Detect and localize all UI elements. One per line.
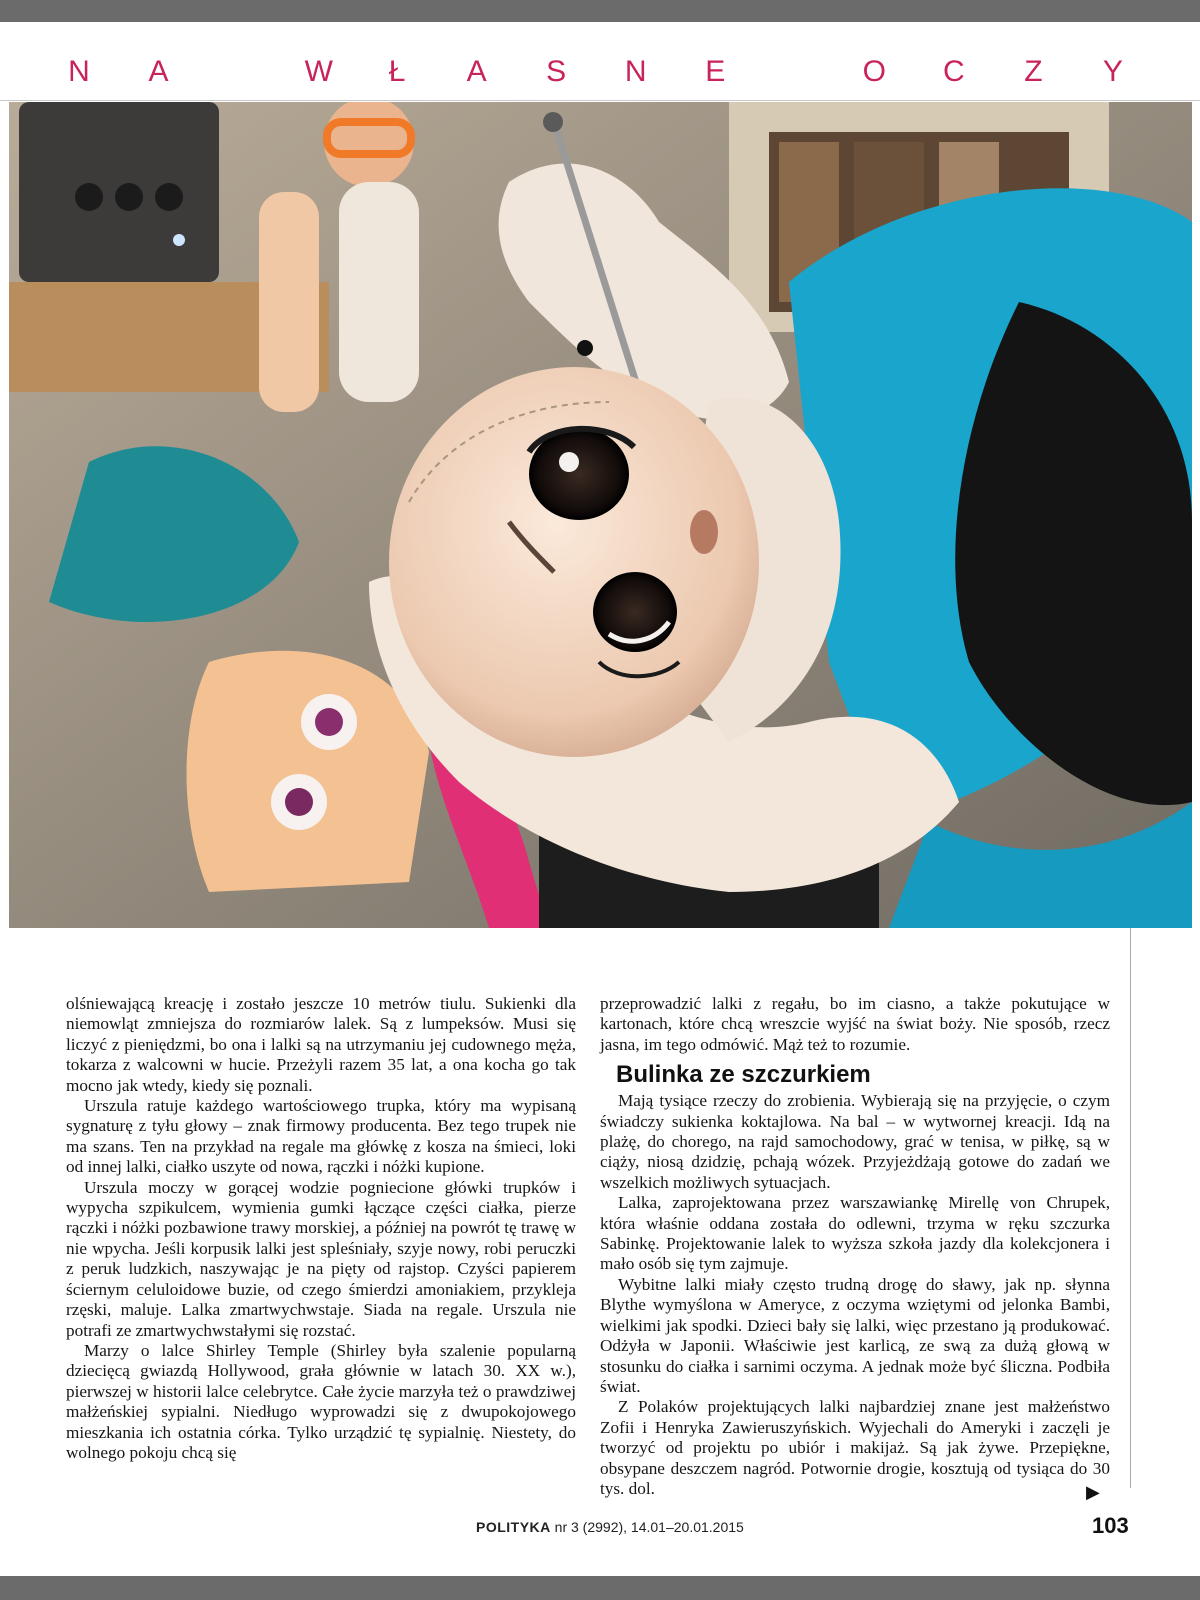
section-letter: N <box>68 55 90 88</box>
article-paragraph: Urszula moczy w gorącej wodzie pogniecione główki trupków i wypycha szpikulcem, wymienia gumki łączące części ciałka, pierze rączki i nóżki pozbawione trawy morskiej, a później na powrót tę trawę w nie wpycha. Jeśli korpusik lalki jest spleśniały, szyje nowy, robi peruczki z peruk ludzkich, naszywając je na pięty od rajstop. Czyści papierem ściernym celuloidowe buzie, od czego śmierdzi amoniakiem, przykleja rzęski, maluje. Lalka zmartwychwstaje. Siada na regale. Urszula nie potrafi ze zmartwychwstałymi się rozstać. <box>66 1177 576 1340</box>
page-number: 103 <box>1092 1513 1129 1538</box>
article-paragraph: przeprowadzić lalki z regału, bo im ciasno, a także pokutujące w kartonach, które chcą wreszcie wyjść na świat boży. Nie sposób, rzecz jasna, im tego odmówić. Mąż też to rozumie. <box>600 994 1110 1054</box>
section-title <box>66 54 1126 90</box>
column-side-rule <box>1130 928 1131 1488</box>
doll-head-photo-icon <box>9 102 1192 928</box>
article-end-mark-icon: ▶ <box>1086 1482 1100 1503</box>
article-right-column <box>600 994 1110 1499</box>
page-footer <box>0 1513 1200 1543</box>
section-letter: A <box>148 55 169 88</box>
section-letter: O <box>862 55 886 88</box>
article-paragraph: Mają tysiące rzeczy do zrobienia. Wybierają się na przyjęcie, o czym świadczy sukienka koktajlowa. Na bal – w wytwornej kreacji. Idą na plażę, do chorego, na rajd samochodowy, grać w tenisa, w piłkę, są w ciąży, niosą dzidzię, pchają wózek. Przyjeżdżają gotowe do zadań we wszelkich możliwych sytuacjach. <box>600 1091 1110 1192</box>
article-paragraph: Lalka, zaprojektowana przez warszawiankę Mirellę von Chrupek, która właśnie oddana została do odlewni, trzyma w ręku szczurka Sabinkę. Projektowanie lalek to wyższa szkoła jazdy dla kolekcjonera i mało osób się tym zajmuje. <box>600 1193 1110 1274</box>
viewer-bottom-bar <box>0 1576 1200 1600</box>
section-letter: C <box>943 55 965 88</box>
viewer-top-bar <box>0 0 1200 22</box>
article-paragraph: olśniewającą kreację i zostało jeszcze 10 metrów tiulu. Sukienki dla niemowląt zmniejsza do rozmiarów lalek. Są z lumpeksów. Musi się liczyć z pieniędzmi, bo ona i lalki są na utrzymaniu jej cudownego męża, tokarza z walcowni w hucie. Przeżyli razem 35 lat, a ona kocha go tak mocno jak wtedy, kiedy się poznali. <box>66 994 576 1095</box>
section-letter <box>782 54 808 90</box>
header-rule <box>0 100 1200 101</box>
article-paragraph: Marzy o lalce Shirley Temple (Shirley była szalenie popularną dziecięcą gwiazdą Hollywood, grała głównie w latach 30. XX w.), pierwszej w historii lalce celebrytce. Całe życie marzyła też o prawdziwej małżeńskiej sypialni. Niedługo wyprowadzi się z dwupokojowego mieszkania ich ostatnia córka. Tylko urządzić tę sypialnię. Niestety, do wolnego pokoju chcą się <box>66 1340 576 1462</box>
issue-number: nr 3 (2992), 14.01–20.01.2015 <box>554 1519 744 1535</box>
magazine-name: POLITYKA <box>476 1519 551 1535</box>
section-letter: A <box>466 55 487 88</box>
section-letter <box>225 54 251 90</box>
section-letter: Z <box>1024 55 1043 88</box>
article-paragraph: Z Polaków projektujących lalki najbardziej znane jest małżeństwo Zofii i Henryka Zawieruszyńskich. Wyjechali do Ameryki i zaczęli je tworzyć od projektu po ubiór i makijaż. Są jak żywe. Przepiękne, obsypane deszczem nagród. Potwornie drogie, kosztują od tysiąca do 30 tys. dol. <box>600 1397 1110 1498</box>
section-letter: Ł <box>388 55 406 88</box>
section-letter: W <box>304 55 333 88</box>
article-left-column <box>66 994 576 1463</box>
section-letter: N <box>624 55 647 88</box>
section-letter: S <box>546 55 567 88</box>
section-letter: Y <box>1102 55 1123 88</box>
article-paragraph: Urszula ratuje każdego wartościowego trupka, który ma wypisaną sygnaturę z tyłu głowy – znak firmowy producenta. Bez tego trupek nie ma szans. Ten na przykład na regale ma główkę z kosza na śmieci, loki od innej lalki, ciałko uszyte od nowa, rączki i nóżki kupione. <box>66 1096 576 1177</box>
article-paragraph: Wybitne lalki miały często trudną drogę do sławy, jak np. słynna Blythe wymyślona w Ameryce, z oczyma wziętymi od jelonka Bambi, wielkimi jak spodki. Dzieci bały się lalki, więc przestano ją produkować. Odżyła w Japonii. Właściwie jest karlicą, ze swą za dużą głową w stosunku do ciałka i sarnimi oczyma. A jednak może być śliczna. Podbiła świat. <box>600 1274 1110 1396</box>
footer-issue-info <box>476 1519 744 1535</box>
section-letter: E <box>705 55 726 88</box>
article-subheading: Bulinka ze szczurkiem <box>616 1061 871 1089</box>
